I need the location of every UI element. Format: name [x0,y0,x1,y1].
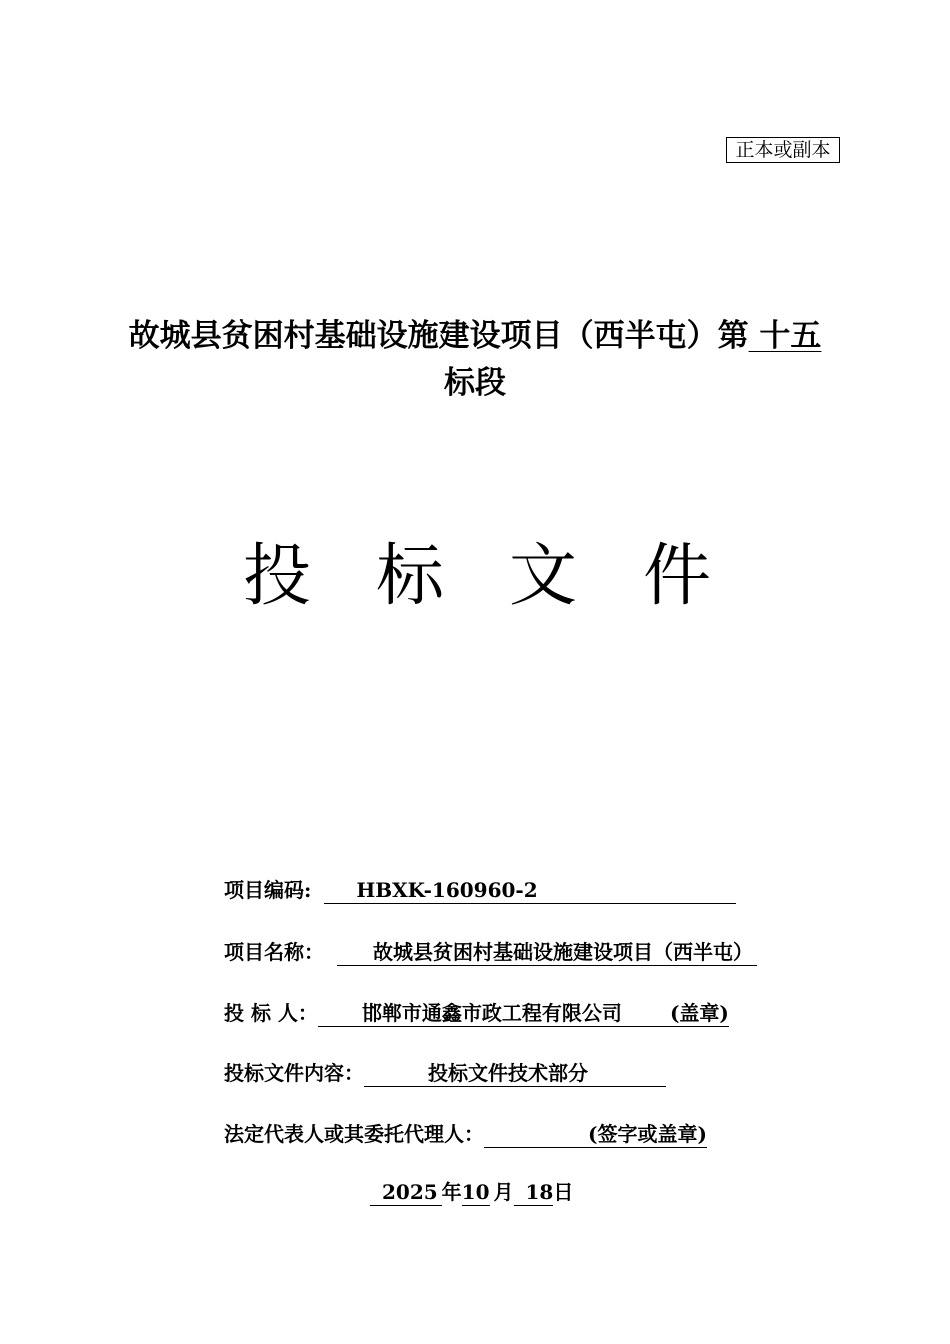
doc-type-char-1: 投 [243,537,312,616]
date-day: 18 [514,1179,554,1206]
date-day-unit: 日 [553,1180,574,1204]
date-month: 10 [461,1180,490,1204]
project-code-row [224,876,736,904]
date-year: 2025 [370,1179,442,1206]
section-number: 十五 [748,318,822,354]
date-row [370,1178,573,1206]
representative-row [224,1120,707,1148]
copy-type-box: 正本或副本 [726,137,840,163]
representative-label: 法定代表人或其委托代理人： [224,1122,484,1146]
project-code-value: HBXK-160960-2 [324,877,736,904]
bidder-row [224,999,729,1027]
project-title-line2: 标段 [444,365,506,401]
doc-type-char-4: 件 [643,537,712,616]
doc-type-char-2: 标 [376,537,445,616]
project-name-row [224,938,757,966]
bidder-label: 投 标 人： [224,1001,318,1025]
content-value: 投标文件技术部分 [364,1060,666,1087]
project-name-value: 故城县贫困村基础设施建设项目（西半屯） [337,939,757,966]
doc-type-char-3: 文 [509,537,578,616]
project-code-label: 项目编码: [224,878,312,902]
project-title-line1 [0,310,950,355]
project-name-label: 项目名称： [224,940,324,964]
date-year-unit: 年 [441,1180,462,1204]
content-label: 投标文件内容： [224,1061,364,1085]
bidder-seal: (盖章) [669,1001,729,1025]
representative-sign: (签字或盖章) [484,1121,707,1148]
content-row [224,1059,666,1087]
project-title-prefix: 故城县贫困村基础设施建设项目（西半屯）第 [128,318,749,354]
date-month-unit: 月 [493,1180,514,1204]
bidder-value: 邯郸市通鑫市政工程有限公司 [318,1000,670,1027]
